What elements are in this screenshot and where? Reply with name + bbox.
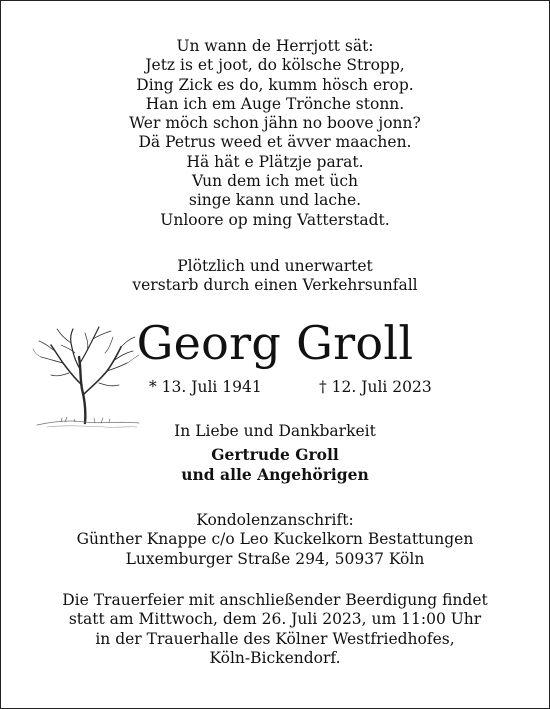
mourner-line: Gertrude Groll bbox=[211, 445, 339, 464]
condolence-address bbox=[1, 511, 549, 569]
death-date: † 12. Juli 2023 bbox=[319, 378, 432, 396]
funeral-line: statt am Mittwoch, dem 26. Juli 2023, um 11:00 Uhr bbox=[68, 610, 482, 629]
poem-line: Unloore op ming Vatterstadt. bbox=[160, 210, 390, 229]
condolence-line: Kondolenzanschrift: bbox=[196, 511, 354, 529]
poem-line: Han ich em Auge Trönche stonn. bbox=[145, 94, 405, 113]
poem-line: Un wann de Herrjott sät: bbox=[176, 37, 374, 55]
poem-line: Jetz is et joot, do kölsche Stropp, bbox=[145, 56, 405, 75]
poem-line: Hä hät e Plätzje parat. bbox=[186, 152, 364, 171]
funeral-line: Die Trauerfeier mit anschließender Beerdigung findet bbox=[62, 591, 488, 609]
mourners bbox=[1, 445, 549, 485]
birth-date: * 13. Juli 1941 bbox=[149, 378, 262, 396]
poem-line: singe kann und lache. bbox=[188, 191, 362, 210]
announcement-line: Plötzlich und unerwartet bbox=[177, 257, 373, 275]
poem-line: Vun dem ich met üch bbox=[191, 172, 359, 191]
poem bbox=[1, 37, 549, 230]
mourner-line: und alle Angehörigen bbox=[181, 465, 369, 484]
funeral-line: Köln-Bickendorf. bbox=[209, 648, 341, 667]
poem-line: Ding Zick es do, kumm hösch erop. bbox=[136, 75, 414, 94]
funeral-line: in der Trauerhalle des Kölner Westfriedhofes, bbox=[95, 629, 455, 648]
announcement bbox=[1, 257, 549, 296]
funeral-details bbox=[1, 591, 549, 668]
poem-line: Dä Petrus weed et ävver maachen. bbox=[138, 133, 412, 152]
condolence-line: Luxemburger Straße 294, 50937 Köln bbox=[125, 549, 425, 568]
poem-line: Wer möch schon jähn no boove jonn? bbox=[129, 114, 421, 133]
deceased-name: Georg Groll bbox=[136, 316, 414, 370]
condolence-line: Günther Knappe c/o Leo Kuckelkorn Bestattungen bbox=[76, 530, 474, 549]
dedication: In Liebe und Dankbarkeit bbox=[174, 422, 376, 440]
announcement-line: verstarb durch einen Verkehrsunfall bbox=[132, 276, 418, 295]
